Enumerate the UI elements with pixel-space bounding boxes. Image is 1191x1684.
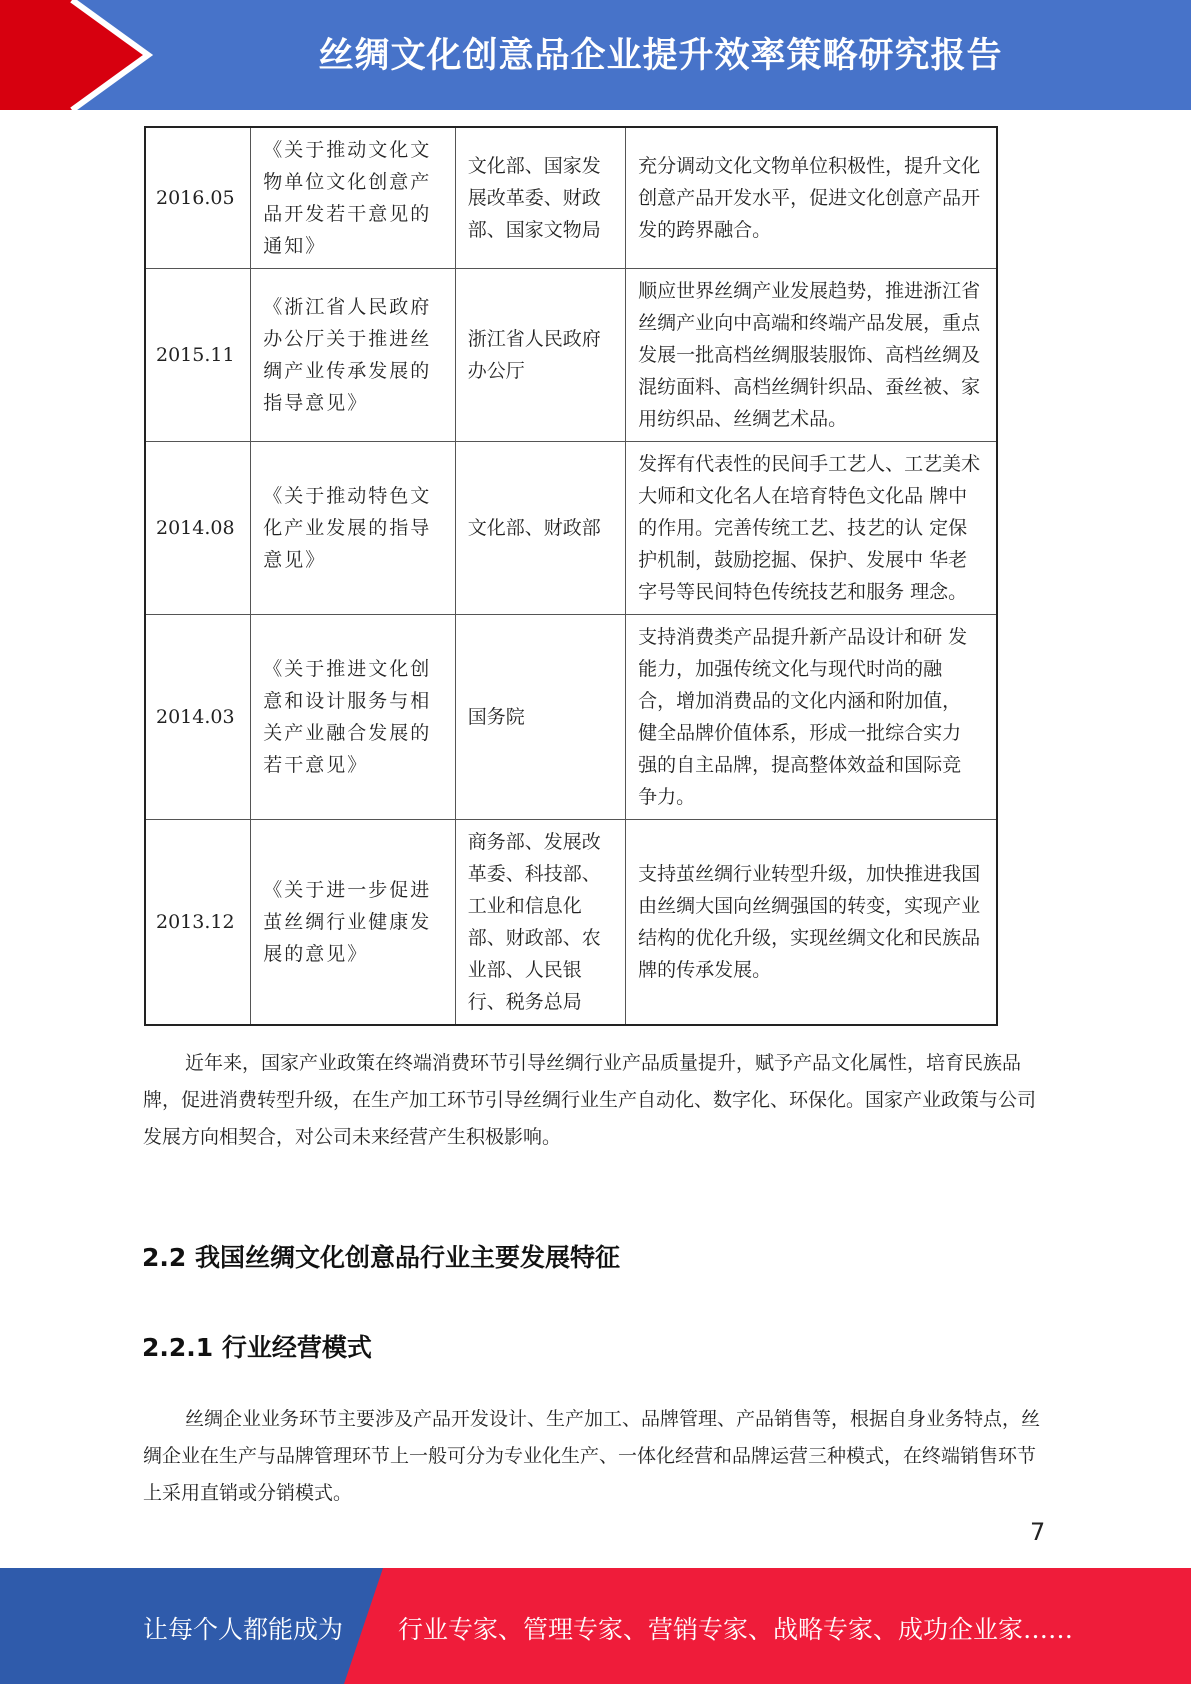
body-paragraph-policy-impact: 近年来，国家产业政策在终端消费环节引导丝绸行业产品质量提升，赋予产品文化属性，培育民族品牌，促进消费转型升级，在生产加工环节引导丝绸行业生产自动化、数字化、环保化。国家产业政策与公司发展方向相契合，对公司未来经营产生积极影响。	[143, 1052, 1037, 1148]
section-heading-2-2-1: 2.2.1 行业经营模式	[142, 1333, 372, 1362]
policy-date: 2016.05	[145, 127, 251, 269]
policy-department: 文化部、财政部	[455, 442, 625, 615]
table-row	[145, 269, 997, 442]
page-number: 7	[1030, 1518, 1046, 1546]
table-row	[145, 442, 997, 615]
table-row	[145, 615, 997, 820]
policy-department: 文化部、国家发 展改革委、财政 部、国家文物局	[455, 127, 625, 269]
policy-description: 顺应世界丝绸产业发展趋势，推进浙江省丝绸产业向中高端和终端产品发展，重点发展一批高档丝绸服装服饰、高档丝绸及混纺面料、高档丝绸针织品、蚕丝被、家用纺织品、丝绸艺术品。	[626, 269, 997, 442]
policy-description: 支持茧丝绸行业转型升级，加快推进我国由丝绸大国向丝绸强国的转变，实现产业结构的优化升级，实现丝绸文化和民族品牌的传承发展。	[626, 820, 997, 1026]
policy-name: 《关于进一步促进 茧丝绸行业健康发 展的意见》	[251, 820, 455, 1026]
policy-description: 充分调动文化文物单位积极性，提升文化创意产品开发水平，促进文化创意产品开发的跨界融合。	[626, 127, 997, 269]
section-heading-2-2: 2.2 我国丝绸文化创意品行业主要发展特征	[142, 1243, 620, 1272]
policy-department: 商务部、发展改革委、科技部、工业和信息化部、财政部、农业部、人民银行、税务总局	[455, 820, 625, 1026]
policy-name: 《关于推进文化创 意和设计服务与相 关产业融合发展的 若干意见》	[251, 615, 455, 820]
footer-slogan-left: 让每个人都能成为	[143, 1615, 344, 1644]
policy-name: 《关于推动特色文 化产业发展的指导 意见》	[251, 442, 455, 615]
policy-name: 《浙江省人民政府办公厅关于推进丝绸产业传承发展的指导意见》	[251, 269, 455, 442]
policy-date: 2013.12	[145, 820, 251, 1026]
policy-department: 浙江省人民政府办公厅	[455, 269, 625, 442]
policy-table	[144, 126, 998, 1026]
policy-description: 发挥有代表性的民间手工艺人、工艺美术大师和文化名人在培育特色文化品 牌中的作用。完善传统工艺、技艺的认 定保护机制，鼓励挖掘、保护、发展中 华老字号等民间特色传统技艺和服务 理念。	[626, 442, 997, 615]
table-row	[145, 127, 997, 269]
table-row	[145, 820, 997, 1026]
policy-description: 支持消费类产品提升新产品设计和研 发能力，加强传统文化与现代时尚的融 合，增加消费品的文化内涵和附加值， 健全品牌价值体系，形成一批综合实力 强的自主品牌，提高整体效益和国际竞 争力。	[626, 615, 997, 820]
policy-date: 2014.03	[145, 615, 251, 820]
policy-name: 《关于推动文化文 物单位文化创意产 品开发若干意见的 通知》	[251, 127, 455, 269]
page-footer	[0, 1568, 1191, 1684]
report-title: 丝绸文化创意品企业提升效率策略研究报告	[318, 36, 1003, 76]
body-paragraph-business-model: 丝绸企业业务环节主要涉及产品开发设计、生产加工、品牌管理、产品销售等，根据自身业务特点，丝绸企业在生产与品牌管理环节上一般可分为专业化生产、一体化经营和品牌运营三种模式，在终端销售环节上采用直销或分销模式。	[143, 1408, 1041, 1504]
page-header	[0, 0, 1191, 110]
footer-slogan-right: 行业专家、管理专家、营销专家、战略专家、成功企业家……	[398, 1615, 1074, 1644]
policy-date: 2015.11	[145, 269, 251, 442]
policy-date: 2014.08	[145, 442, 251, 615]
policy-department: 国务院	[455, 615, 625, 820]
